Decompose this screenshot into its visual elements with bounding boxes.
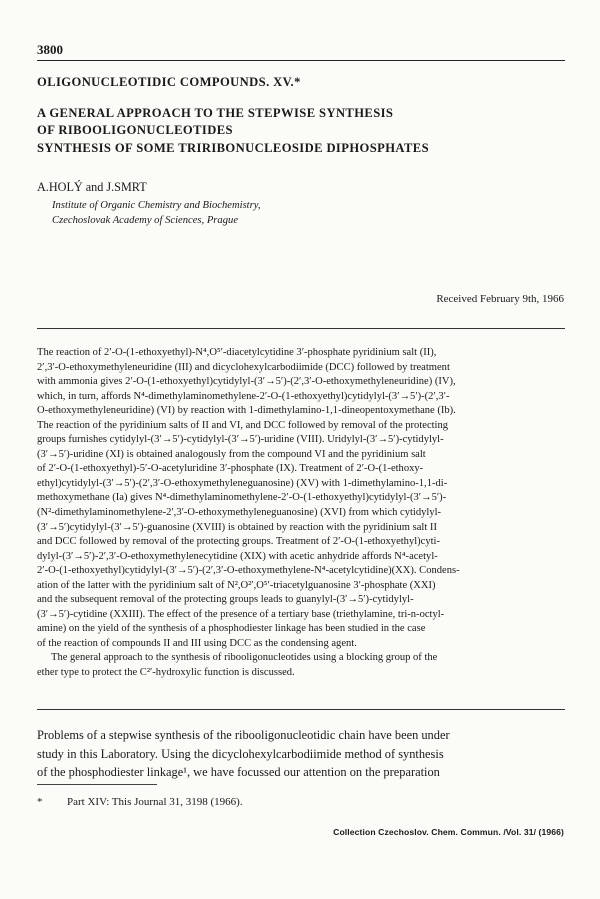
abstract-top-rule	[37, 328, 565, 329]
abstract-line: with ammonia gives 2′-O-(1-ethoxyethyl)cytidylyl-(3′→5′)-(2′,3′-O-ethoxymethyleneuridine) (IV),	[37, 376, 456, 388]
received-date: Received February 9th, 1966	[436, 293, 564, 305]
paper-title-line-3: SYNTHESIS OF SOME TRIRIBONUCLEOSIDE DIPHOSPHATES	[37, 140, 429, 155]
abstract-line: 2′-O-(1-ethoxyethyl)cytidylyl-(3′→5′)-(2′,3′-O-ethoxymethylene-N⁴-acetylcytidine)(XX). Condens-	[37, 565, 460, 577]
abstract-line: The reaction of the pyridinium salts of II and VI, and DCC followed by removal of the protecting	[37, 419, 449, 431]
affiliation-line-1: Institute of Organic Chemistry and Biochemistry,	[52, 200, 261, 211]
abstract-line: methoxymethane (Ia) gives N⁴-dimethylaminomethylene-2′-O-(1-ethoxyethyl)cytidylyl-(3′→5′)-	[37, 492, 447, 504]
title-block	[37, 74, 565, 157]
abstract-line: ation of the latter with the pyridinium salt of N²,O²′,O⁵′-triacetylguanosine 3′-phosphate (XXI)	[37, 579, 436, 591]
body-text	[37, 726, 565, 782]
footnote	[37, 796, 243, 808]
body-line: of the phosphodiester linkage¹, we have focussed our attention on the preparation	[37, 765, 440, 780]
abstract-line: amine) on the yield of the synthesis of a phosphodiester linkage has been studied in the case	[37, 623, 426, 635]
abstract-line: groups furnishes cytidylyl-(3′→5′)-cytidylyl-(3′→5′)-uridine (VIII). Uridylyl-(3′→5′)-cytidylyl-	[37, 434, 444, 446]
abstract-line: which, in turn, affords N⁴-dimethylaminomethylene-2′-O-(1-ethoxyethyl)cytidylyl-(3′→5′)-(2′,3′-	[37, 390, 450, 402]
abstract-line: (3′→5′)-cytidine (XXIII). The effect of the presence of a tertiary base (triethylamine, tri-n-octyl-	[37, 608, 445, 620]
body-line: study in this Laboratory. Using the dicyclohexylcarbodiimide method of synthesis	[37, 746, 444, 761]
abstract-line: The reaction of 2′-O-(1-ethoxyethyl)-N⁴,O⁵′-diacetylcytidine 3′-phosphate pyridinium salt (II),	[37, 347, 437, 358]
abstract-line: The general approach to the synthesis of ribooligonucleotides using a blocking group of the	[51, 652, 438, 664]
paper-title-line-1: A GENERAL APPROACH TO THE STEPWISE SYNTHESIS	[37, 105, 394, 120]
abstract-line: and the subsequent removal of the protecting groups leads to guanylyl-(3′→5′)-cytidylyl-	[37, 594, 414, 606]
abstract-line: ether type to protect the C²′-hydroxylic function is discussed.	[37, 667, 295, 679]
footnote-marker: *	[37, 796, 43, 808]
series-title: OLIGONUCLEOTIDIC COMPOUNDS. XV.*	[37, 75, 301, 89]
abstract-line: (3′→5′)cytidylyl-(3′→5′)-guanosine (XVIII) is obtained by reaction with the pyridinium salt II	[37, 521, 437, 533]
abstract-line: (N²-dimethylaminomethylene-2′,3′-O-ethoxymethyleneguanosine) (XVI) from which cytidylyl-	[37, 507, 442, 519]
abstract-line: (3′→5′)-uridine (XI) is obtained analogously from the compound VI and the pyridinium salt	[37, 448, 426, 460]
header-rule	[37, 60, 565, 61]
footnote-rule	[37, 784, 157, 785]
abstract-line: of the reaction of compounds II and III using DCC as the condensing agent.	[37, 637, 357, 649]
body-line: Problems of a stepwise synthesis of the ribooligonucleotidic chain have been under	[37, 728, 450, 742]
footnote-text: Part XIV: This Journal 31, 3198 (1966).	[67, 796, 243, 808]
paper-title-line-2: OF RIBOOLIGONUCLEOTIDES	[37, 123, 233, 137]
authors: A.HOLÝ and J.SMRT	[37, 180, 147, 194]
abstract-line: and DCC followed by removal of the protecting groups. Treatment of 2′-O-(1-ethoxyethyl)cyti-	[37, 536, 441, 548]
affiliation-line-2: Czechoslovak Academy of Sciences, Prague	[52, 215, 239, 226]
abstract-bottom-rule	[37, 709, 565, 710]
journal-reference: Collection Czechoslov. Chem. Commun. /Vol. 31/ (1966)	[333, 827, 564, 837]
abstract-line: ethyl)cytidylyl-(3′→5′)-(2′,3′-O-ethoxymethyleneguanosine) (XV) with 1-dimethylamino-1,1-di-	[37, 477, 448, 489]
abstract-line: of 2′-O-(1-ethoxyethyl)-5′-O-acetyluridine 3′-phosphate (IX). Treatment of 2′-O-(1-ethoxy-	[37, 463, 424, 475]
abstract-line: dylyl-(3′→5′)-2′,3′-O-ethoxymethylenecytidine (XIX) with acetic anhydride affords N⁴-acetyl-	[37, 550, 438, 562]
abstract-line: 2′,3′-O-ethoxymethyleneuridine (III) and dicyclohexylcarbodiimide (DCC) followed by treatment	[37, 361, 450, 373]
abstract	[37, 346, 565, 681]
affiliation	[52, 198, 261, 228]
abstract-line: O-ethoxymethyleneuridine) (VI) by reaction with 1-dimethylamino-1,1-dineopentoxymethane (Ib).	[37, 405, 456, 417]
page-number: 3800	[37, 42, 63, 57]
